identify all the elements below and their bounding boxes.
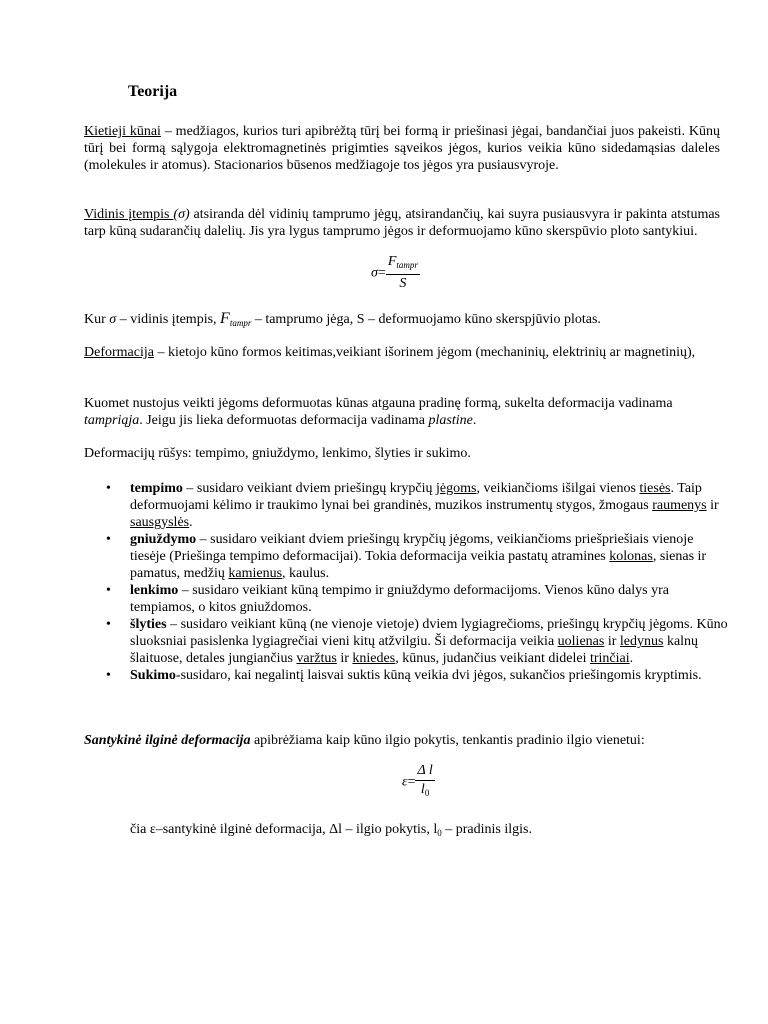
where-force-subscript: tampr bbox=[229, 318, 252, 328]
deformation-definition: – kietojo kūno formos keitimas,veikiant išorinem jėgom (mechaninių, elektrinių ar magnetinių), bbox=[153, 345, 696, 360]
strain-formula-denominator-subscript: 0 bbox=[424, 788, 430, 798]
internal-stress-definition: atsiranda dėl vidinių tamprumo jėgų, atsirandančių, kai suyra pusiausvyra ir pakinta atstumas tarp kūną sudarančių dalelių. Jis yra lygus tamprumo jėgos ir deformuojamo kūno skerspūvio ploto santykiui. bbox=[84, 207, 720, 239]
shear-text-6: . bbox=[629, 651, 634, 666]
strain-formula-equals: = bbox=[407, 774, 416, 790]
tension-text-5: . bbox=[189, 515, 193, 530]
stress-formula bbox=[371, 254, 420, 292]
kind-name-bending: lenkimo bbox=[130, 583, 179, 598]
link-columns[interactable]: kolonas bbox=[609, 549, 653, 564]
paragraph-deformation bbox=[84, 344, 720, 361]
where-prefix: Kur bbox=[84, 312, 110, 327]
shear-text-1: – susidaro veikiant kūną (ne vienoje vietoje) dviem lygiagrečioms, priešingų krypčių jėgoms. Kūno sluoksniai pasislenka lygiagrečiai vieni kitų atžvilgiu. Ši deformacija veikia bbox=[130, 617, 728, 649]
stress-formula-denominator: S bbox=[399, 276, 407, 291]
tension-text-2: , veikiančioms išilgai vienos bbox=[476, 481, 640, 496]
strain-formula-fraction bbox=[415, 763, 434, 801]
stress-formula-numerator-subscript: tampr bbox=[396, 260, 418, 270]
strain-formula-denominator: l bbox=[420, 782, 425, 797]
term-deformation: Deformacija bbox=[84, 345, 154, 360]
link-line[interactable]: tiesės bbox=[639, 481, 671, 496]
term-plastic: plastine bbox=[428, 413, 473, 428]
relative-strain-definition: apibrėžiama kaip kūno ilgio pokytis, tenkantis pradinio ilgio vienetui: bbox=[250, 733, 645, 748]
stress-formula-fraction bbox=[386, 254, 420, 292]
elastic-text-a: Kuomet nustojus veikti jėgoms deformuotas kūnas atgauna pradinę formą, sukelta deformacija vadinama bbox=[84, 396, 673, 411]
compression-text-2: , sienas ir pamatus, medžių bbox=[130, 549, 707, 581]
link-tendons[interactable]: sausgyslės bbox=[130, 515, 190, 530]
page-title: Teorija bbox=[128, 83, 178, 100]
paragraph-deformation-types: Deformacijų rūšys: tempimo, gniuždymo, lenkimo, šlyties ir sukimo. bbox=[84, 446, 471, 461]
elastic-text-c: . bbox=[472, 413, 477, 428]
list-item-torsion bbox=[130, 667, 730, 684]
torsion-text-1: -susidaro, kai negalintį laisvai suktis kūną veikia dvi jėgos, sukančios priešingomis kryptimis. bbox=[175, 668, 702, 683]
link-rivets[interactable]: kniedes bbox=[352, 651, 396, 666]
paragraph-elastic-plastic bbox=[84, 395, 720, 429]
stress-formula-equals: = bbox=[377, 265, 386, 281]
legend-subscript: 0 bbox=[437, 828, 442, 838]
bending-text-1: – susidaro veikiant kūną tempimo ir gniuždymo deformacijoms. Vienos kūno dalys yra tempiamos, o kitos gniuždomos. bbox=[130, 583, 669, 615]
link-muscles[interactable]: raumenys bbox=[652, 498, 707, 513]
list-item-compression bbox=[130, 531, 730, 582]
link-forces[interactable]: jėgoms bbox=[436, 481, 477, 496]
compression-text-3: , kaulus. bbox=[282, 566, 330, 581]
where-force-symbol: F bbox=[220, 310, 230, 327]
tension-text-1: – susidaro veikiant dviem priešingų krypčių bbox=[182, 481, 437, 496]
link-glaciers[interactable]: ledynus bbox=[619, 634, 664, 649]
kind-name-tension: tempimo bbox=[130, 481, 183, 496]
legend-text-b: – pradinis ilgis. bbox=[441, 822, 532, 837]
link-friction[interactable]: trinčiai bbox=[589, 651, 630, 666]
sigma-symbol: (σ) bbox=[173, 207, 190, 222]
list-item-bending bbox=[130, 582, 730, 616]
paragraph-internal-stress bbox=[84, 206, 720, 240]
list-item-shear bbox=[130, 616, 730, 667]
legend-text-a: čia ε–santykinė ilginė deformacija, Δl – ilgio pokytis, l bbox=[130, 822, 438, 837]
strain-formula-numerator: Δ l bbox=[415, 763, 434, 781]
strain-formula-lhs: ε bbox=[402, 774, 408, 790]
where-force-label: – tamprumo jėga, S – deformuojamo kūno skerspjūvio plotas. bbox=[251, 312, 601, 327]
link-trunks[interactable]: kamienus bbox=[228, 566, 283, 581]
shear-text-5: , kūnus, judančius veikiant didelei bbox=[395, 651, 590, 666]
paragraph-solids bbox=[84, 123, 720, 174]
paragraph-legend bbox=[84, 821, 720, 842]
compression-text-1: – susidaro veikiant dviem priešingų krypčių jėgoms, veikiančioms priešpriešiais vienoje tiesėje (Priešinga tempimo deformacijai). Tokia deformacija veikia pastatų atramines bbox=[130, 532, 694, 564]
term-relative-strain: Santykinė ilginė deformacija bbox=[84, 733, 251, 748]
deformation-types-list bbox=[84, 480, 730, 684]
paragraph-where bbox=[84, 310, 720, 332]
shear-text-2: ir bbox=[604, 634, 620, 649]
list-item-tension bbox=[130, 480, 730, 531]
stress-formula-lhs: σ bbox=[371, 265, 378, 281]
where-sigma: σ bbox=[109, 312, 117, 327]
elastic-text-b: . Jeigu jis lieka deformuotas deformacija vadinama bbox=[139, 413, 429, 428]
paragraph-relative-strain bbox=[84, 732, 720, 749]
term-solids: Kietieji kūnai bbox=[84, 124, 161, 139]
shear-text-3: kalnų šlaituose, detales jungiančius bbox=[130, 634, 699, 666]
stress-formula-numerator: F bbox=[387, 254, 397, 269]
kind-name-compression: gniuždymo bbox=[130, 532, 197, 547]
strain-formula bbox=[402, 763, 435, 801]
term-internal-stress: Vidinis įtempis bbox=[84, 207, 174, 222]
solids-definition: – medžiagos, kurios turi apibrėžtą tūrį bei formą ir priešinasi jėgai, bandančiai juos pakeisti. Kūnų tūrį bei formą sąlygoja elektromagnetinės prigimties sąveikos jėgos, kurios veikia kūno sidedamąsias daleles (molekules ir atomus). Stacionarios būsenos medžiagoje tos jėgos yra pusiausvyroje. bbox=[84, 124, 720, 173]
kind-name-shear: šlyties bbox=[130, 617, 167, 632]
term-elastic: tampriąja bbox=[84, 413, 140, 428]
shear-text-4: ir bbox=[336, 651, 353, 666]
link-rocks[interactable]: uolienas bbox=[557, 634, 605, 649]
link-bolts[interactable]: varžtus bbox=[296, 651, 337, 666]
kind-name-torsion: Sukimo bbox=[130, 668, 176, 683]
tension-text-4: ir bbox=[706, 498, 719, 513]
where-stress-label: – vidinis įtempis, bbox=[116, 312, 221, 327]
tension-text-3: . Taip deformuojami kėlimo ir traukimo lynai bei grandinės, muzikos instrumentų stygos, žmogaus bbox=[130, 481, 702, 513]
